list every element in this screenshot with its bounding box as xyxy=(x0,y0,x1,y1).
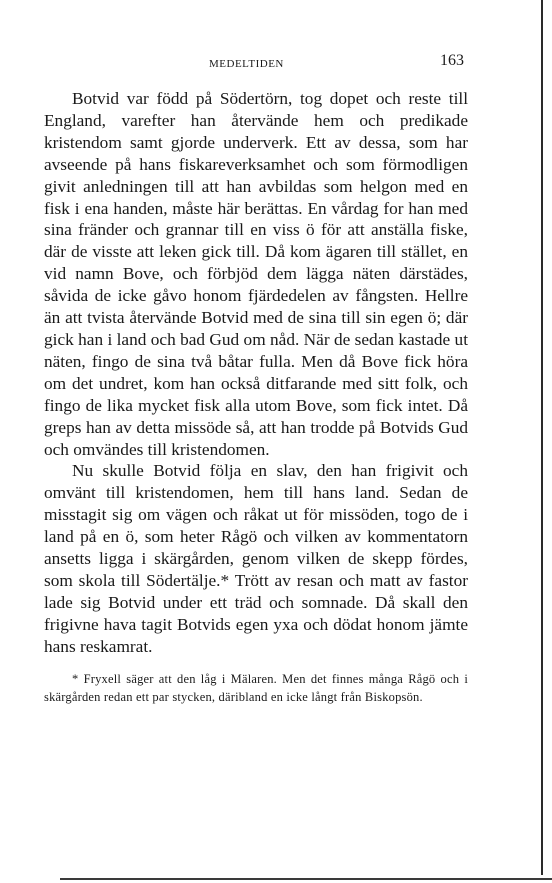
paragraph-botvid-death: Nu skulle Botvid följa en slav, den han frigivit och omvänt till kristendomen, hem till hans land. Sedan de misstagit sig om vägen och råkat ut för missöden, togo de i land på en ö, som heter Rågö och vilken av kommentatorn ansetts ligga i skärgården, genom vilken de skepp fördes, som skola till Södertälje.* Trött av resan och matt av fastor lade sig Botvid under ett träd och somnade. Då skall den frigivne hava tagit Botvids egen yxa och dödat honom jämte hans reskamrat. xyxy=(44,461,468,656)
body-text xyxy=(44,88,468,707)
footnote: * Fryxell säger att den låg i Mälaren. Men det finnes många Rågö och i skärgården redan ett par stycken, däribland en icke långt från Biskopsön. xyxy=(44,671,468,705)
paragraph-botvid-birth: Botvid var född på Södertörn, tog dopet och reste till England, varefter han återvände hem och predikade kristendom samt gjorde underverk. Ett av dessa, som har avseende på hans fiskareverksamhet och som förmodligen givit anledningen till att han avbildas som helgon med en fisk i ena handen, måste här berättas. En vårdag for han med sina fränder och grannar till en viss ö för att anställa fiske, där de visste att leken gick till. Då kom ägaren till stället, en vid namn Bove, och förbjöd dem lägga näten därstädes, såvida de icke gåvo honom fjärdedelen av fångsten. Hellre än att tvista återvände Botvid med de sina till sin egen ö; där gick han i land och bad Gud om nåd. När de sedan kastade ut näten, fingo de sina två båtar fulla. Men då Bove fick höra om det undret, kom han också ditfarande med sitt folk, och fingo de lika mycket fisk alla utom Bove, som fick intet. Då greps han av detta missöde så, att han trodde på Botvids Gud och omvändes till kristendomen. xyxy=(44,89,468,459)
running-head: MEDELTIDEN xyxy=(209,58,284,70)
page-header xyxy=(44,52,468,74)
page-number: 163 xyxy=(440,52,464,69)
page-edge-right xyxy=(541,0,543,875)
page-edge-bottom xyxy=(60,878,552,880)
